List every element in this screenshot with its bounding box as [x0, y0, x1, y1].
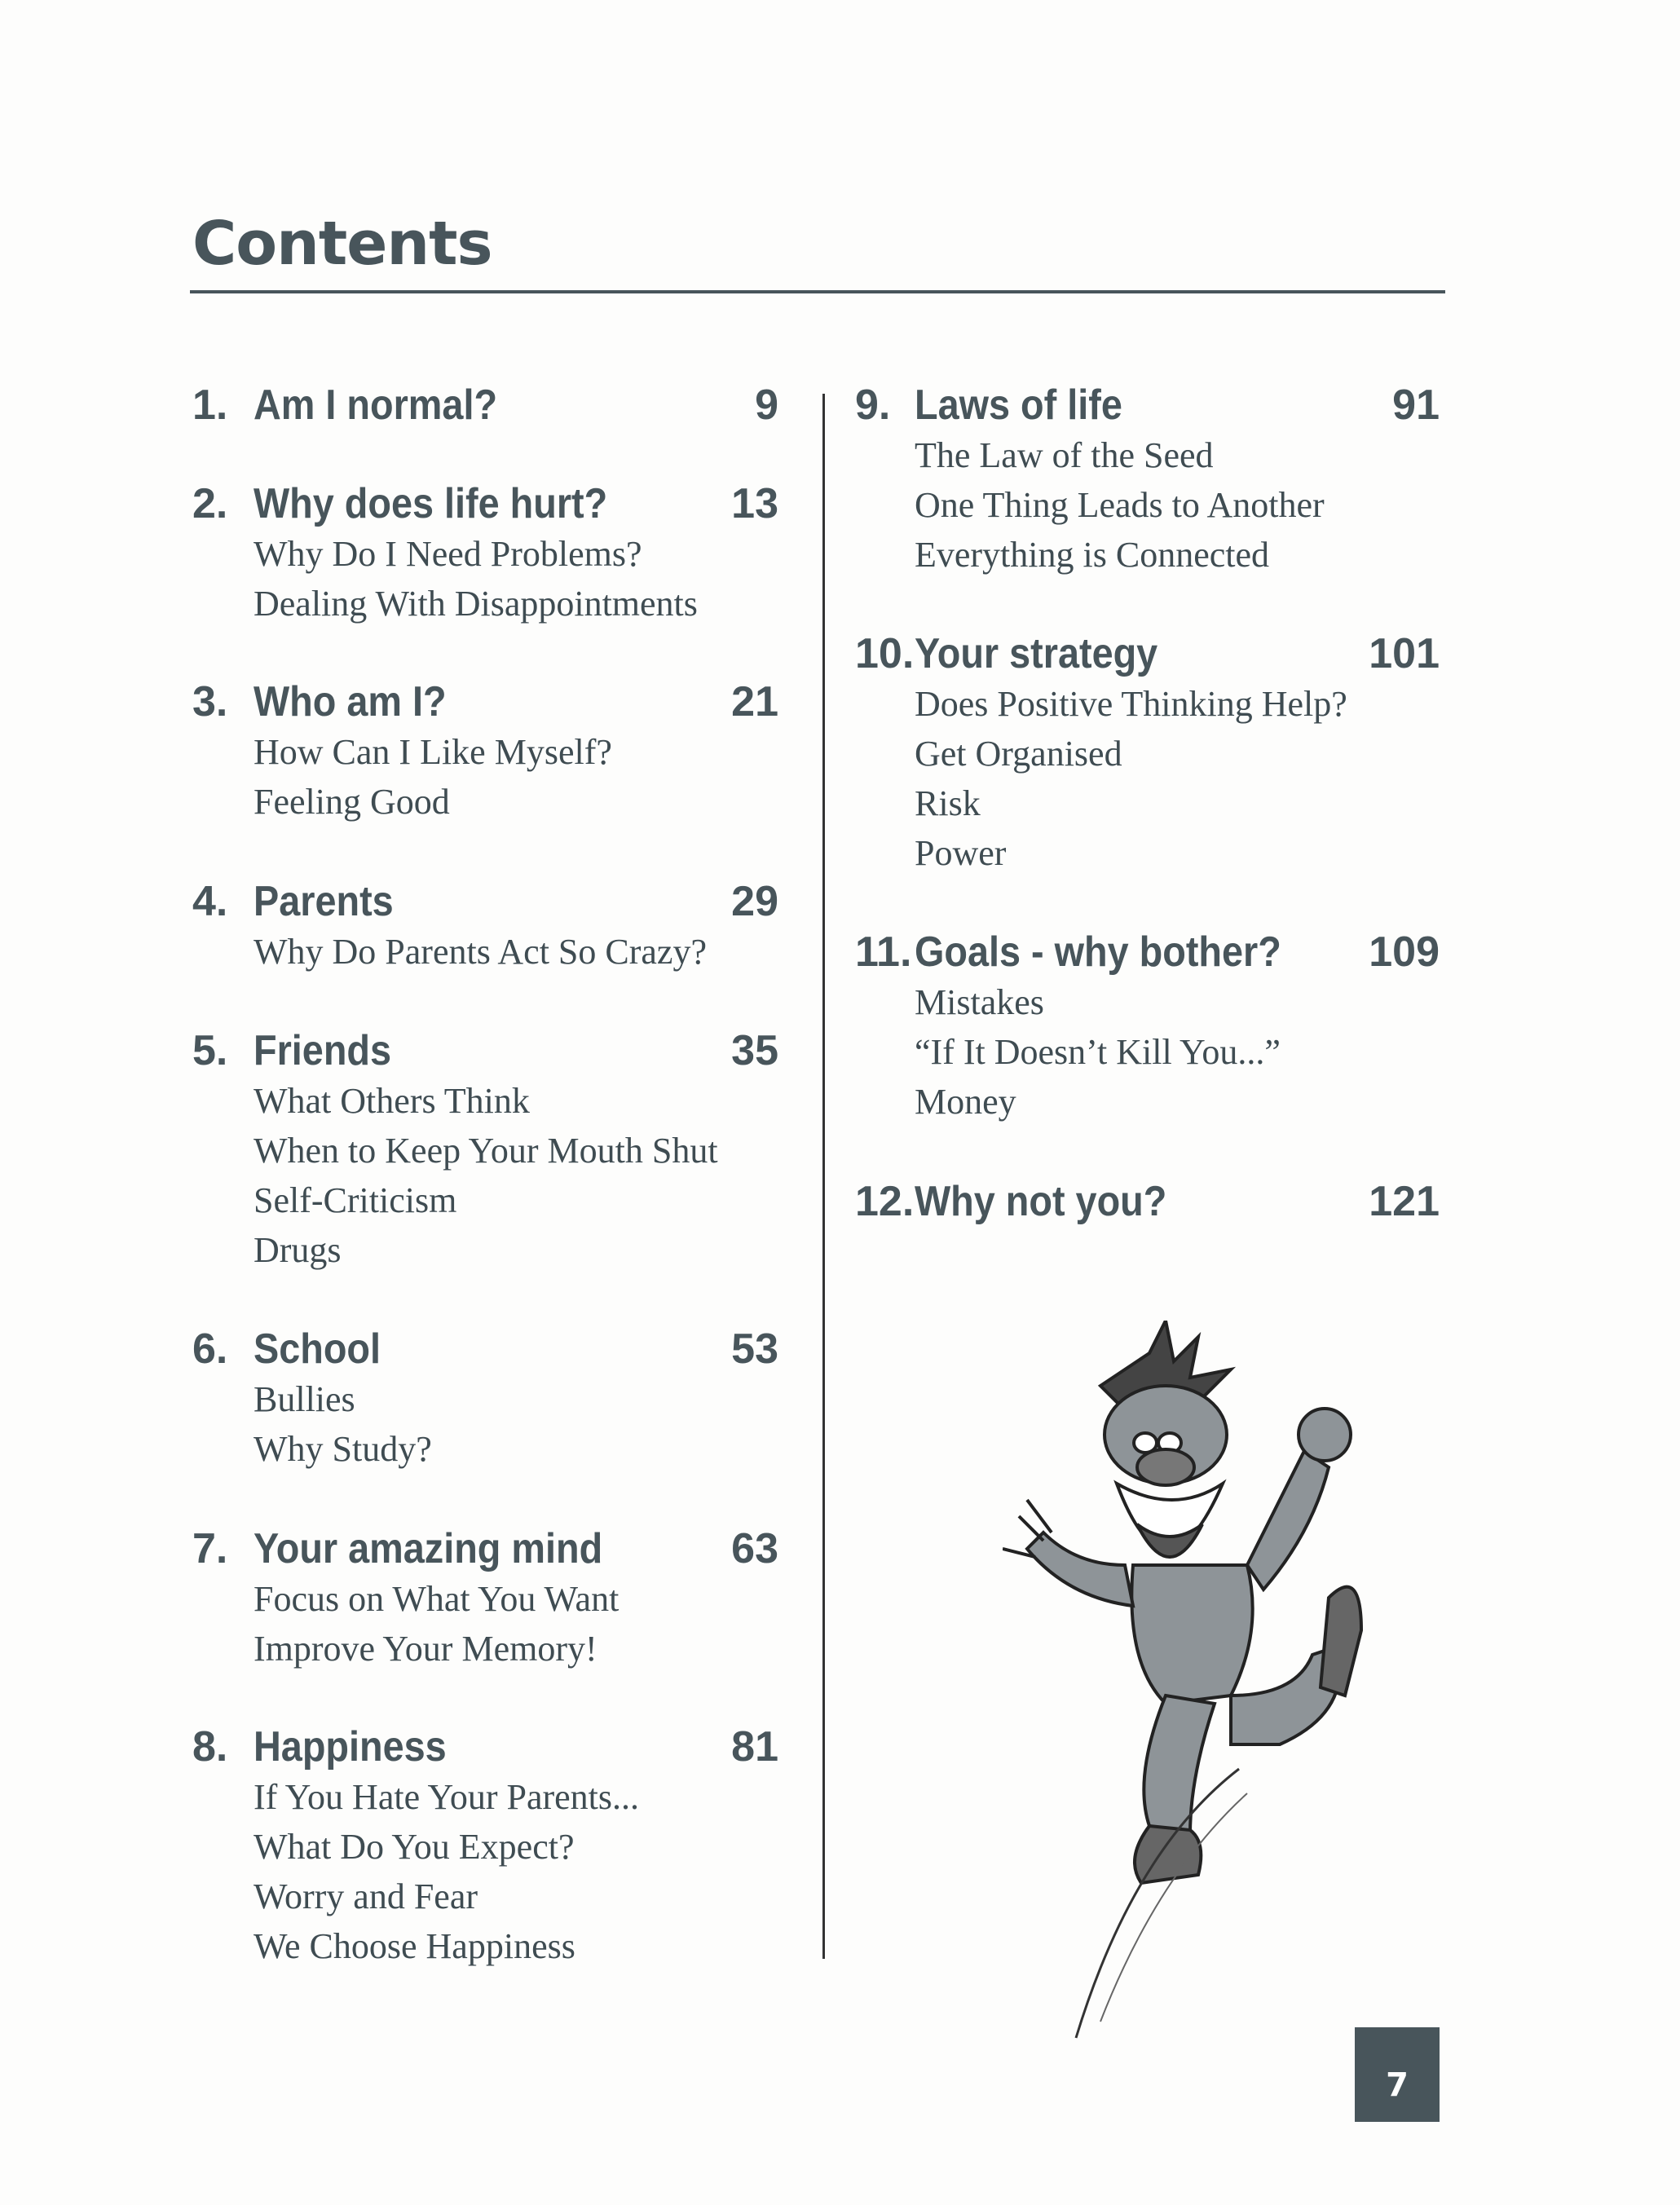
chapter-title[interactable]: Friends: [254, 1027, 392, 1074]
chapter-page: 109: [1369, 928, 1440, 976]
section-title[interactable]: Focus on What You Want: [254, 1579, 620, 1619]
section-title[interactable]: Everything is Connected: [915, 535, 1270, 575]
chapter-title[interactable]: Parents: [254, 878, 394, 925]
section-title[interactable]: If You Hate Your Parents...: [254, 1777, 640, 1817]
chapter-number: 1.: [192, 381, 228, 429]
chapter-number: 3.: [192, 678, 228, 725]
section-title[interactable]: Power: [915, 833, 1007, 873]
chapter-number: 5.: [192, 1027, 228, 1074]
chapter-page: 29: [731, 878, 778, 925]
section-title[interactable]: Bullies: [254, 1379, 355, 1419]
chapter-number: 10.: [855, 630, 915, 677]
chapter-heading: [192, 876, 778, 927]
chapter-heading: [192, 677, 778, 727]
chapter-title[interactable]: Happiness: [254, 1723, 447, 1771]
toc-chapter: [192, 478, 778, 628]
chapter-heading: [192, 1722, 778, 1772]
chapter-title[interactable]: Who am I?: [254, 678, 447, 725]
section-title[interactable]: “If It Doesn’t Kill You...”: [915, 1032, 1281, 1072]
page-title: Contents: [192, 209, 492, 279]
section-title[interactable]: The Law of the Seed: [915, 435, 1214, 475]
chapter-number: 6.: [192, 1325, 228, 1373]
page-number-badge: [1355, 2027, 1440, 2122]
title-rule: [190, 290, 1445, 293]
chapter-number: 12.: [855, 1178, 915, 1225]
chapter-heading: [855, 927, 1440, 977]
chapter-heading: [855, 380, 1440, 430]
section-title[interactable]: What Others Think: [254, 1081, 530, 1121]
section-title[interactable]: Does Positive Thinking Help?: [915, 684, 1347, 724]
section-title[interactable]: Why Do Parents Act So Crazy?: [254, 932, 707, 972]
chapter-heading: [855, 1176, 1440, 1227]
chapter-page: 35: [731, 1027, 778, 1074]
chapter-title[interactable]: School: [254, 1325, 381, 1373]
section-title[interactable]: How Can I Like Myself?: [254, 732, 612, 772]
chapter-number: 8.: [192, 1723, 228, 1771]
section-title[interactable]: One Thing Leads to Another: [915, 485, 1325, 525]
cartoon-jumping-boy-illustration: [1003, 1321, 1426, 2054]
chapter-number: 4.: [192, 878, 228, 925]
toc-chapter: [192, 1025, 778, 1275]
toc-chapter: [855, 628, 1440, 878]
chapter-page: 81: [731, 1723, 778, 1771]
chapter-page: 13: [731, 480, 778, 527]
chapter-number: 9.: [855, 381, 891, 429]
section-title[interactable]: Drugs: [254, 1230, 342, 1270]
toc-chapter: [192, 1524, 778, 1674]
chapter-number: 11.: [855, 928, 912, 976]
section-title[interactable]: Why Do I Need Problems?: [254, 534, 642, 574]
chapter-page: 63: [731, 1525, 778, 1572]
section-title[interactable]: Worry and Fear: [254, 1876, 478, 1916]
chapter-title[interactable]: Am I normal?: [254, 381, 498, 429]
toc-chapter: [192, 380, 778, 430]
section-title[interactable]: Mistakes: [915, 982, 1044, 1022]
chapter-page: 91: [1392, 381, 1440, 429]
chapter-page: 21: [731, 678, 778, 725]
column-divider: [822, 394, 825, 1959]
page-number: 7: [1386, 2066, 1409, 2104]
chapter-title[interactable]: Why not you?: [915, 1178, 1167, 1225]
section-title[interactable]: When to Keep Your Mouth Shut: [254, 1131, 718, 1171]
chapter-heading: [192, 1324, 778, 1374]
toc-chapter: [192, 1324, 778, 1474]
section-title[interactable]: Why Study?: [254, 1429, 432, 1469]
chapter-title[interactable]: Your strategy: [915, 630, 1158, 677]
chapter-page: 101: [1369, 630, 1440, 677]
toc-chapter: [855, 927, 1440, 1127]
section-title[interactable]: Dealing With Disappointments: [254, 584, 698, 624]
chapter-number: 2.: [192, 480, 228, 527]
section-title[interactable]: Self-Criticism: [254, 1180, 457, 1220]
toc-chapter: [192, 1722, 778, 1971]
chapter-heading: [192, 1025, 778, 1076]
toc-chapter: [855, 1176, 1440, 1227]
toc-chapter: [192, 677, 778, 827]
toc-chapter: [855, 380, 1440, 580]
section-title[interactable]: Get Organised: [915, 734, 1122, 774]
chapter-title[interactable]: Your amazing mind: [254, 1525, 603, 1572]
chapter-heading: [192, 380, 778, 430]
chapter-title[interactable]: Why does life hurt?: [254, 480, 608, 527]
chapter-heading: [855, 628, 1440, 679]
chapter-page: 9: [755, 381, 778, 429]
chapter-title[interactable]: Goals - why bother?: [915, 928, 1281, 976]
chapter-heading: [192, 478, 778, 529]
chapter-title[interactable]: Laws of life: [915, 381, 1122, 429]
section-title[interactable]: Risk: [915, 783, 981, 823]
chapter-heading: [192, 1524, 778, 1574]
chapter-page: 53: [731, 1325, 778, 1373]
section-title[interactable]: Improve Your Memory!: [254, 1629, 597, 1669]
chapter-number: 7.: [192, 1525, 228, 1572]
chapter-page: 121: [1369, 1178, 1440, 1225]
toc-chapter: [192, 876, 778, 977]
section-title[interactable]: What Do You Expect?: [254, 1827, 575, 1867]
section-title[interactable]: Money: [915, 1082, 1016, 1122]
section-title[interactable]: We Choose Happiness: [254, 1926, 575, 1966]
section-title[interactable]: Feeling Good: [254, 782, 450, 822]
